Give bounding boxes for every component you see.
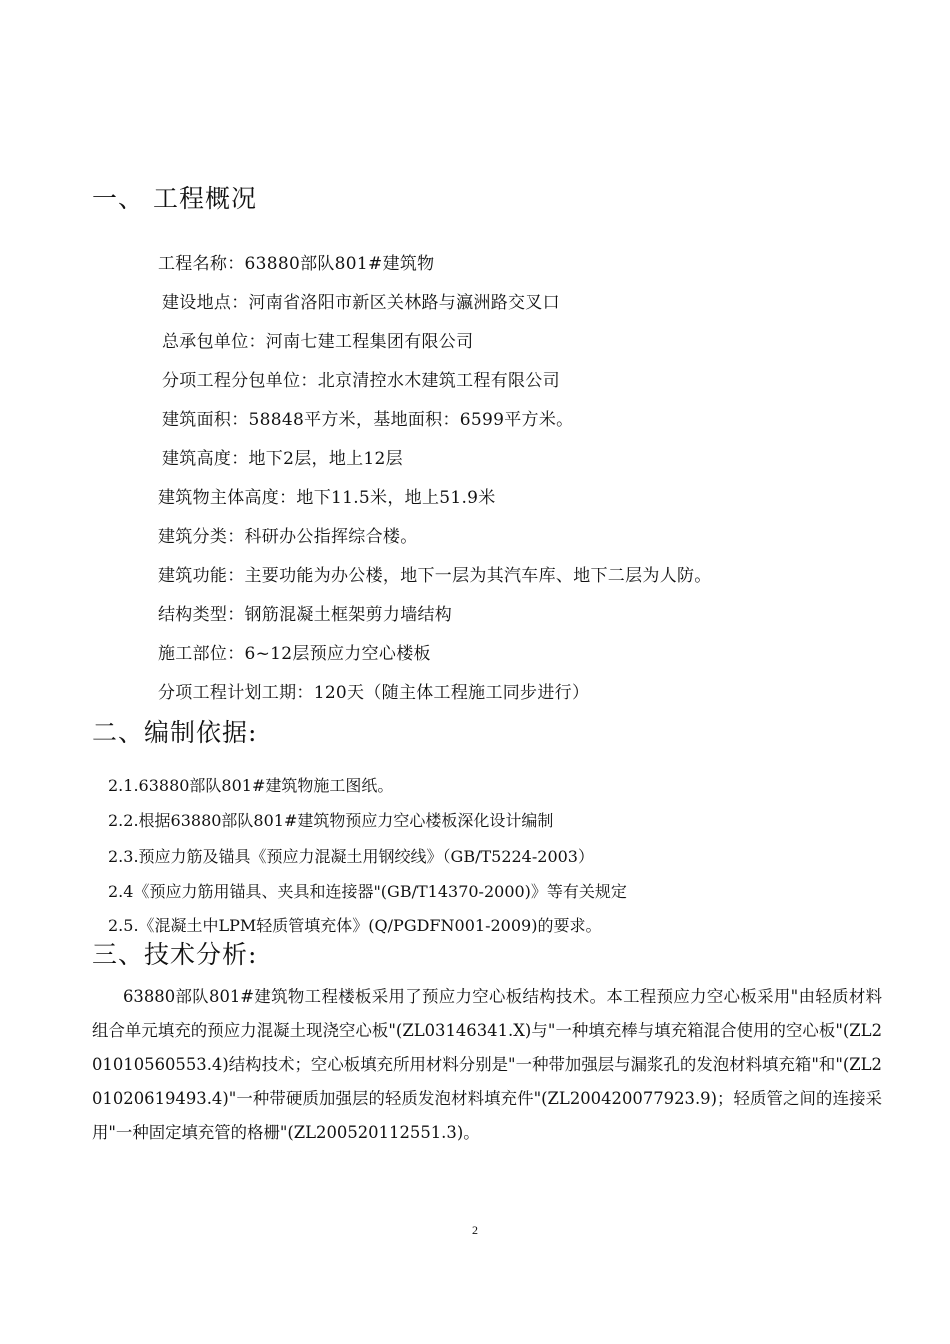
basis-item-5: 2.5.《混凝土中LPM轻质管填充体》(Q/PGDFN001-2009)的要求。 [108, 916, 602, 935]
analysis-paragraph: 63880部队801#建筑物工程楼板采用了预应力空心板结构技术。本工程预应力空心板采用"由轻质材料组合单元填充的预应力混凝土现浇空心板"(ZL03146341.X)与"一种填充棒与填充箱混合使用的空心板"(ZL201010560553.4)结构技术；空心板填充所用材料分别是"一种带加强层与漏浆孔的发泡材料填充箱"和"(ZL201020619493.4)"一种带硬质加强层的轻质发泡材料填充件"(ZL200420077923.9)；轻质管之间的连接采用"一种固定填充管的格栅"(ZL200520112551.3)。 [92, 987, 882, 1142]
overview-line-general-contractor: 总承包单位：河南七建工程集团有限公司 [162, 332, 474, 352]
overview-line-main-height: 建筑物主体高度：地下11.5米，地上51.9米 [158, 488, 496, 508]
section-heading-analysis: 三、技术分析: [92, 940, 258, 969]
basis-item-4: 2.4《预应力筋用锚具、夹具和连接器"(GB/T14370-2000)》等有关规定 [108, 882, 627, 901]
overview-line-height: 建筑高度：地下2层，地上12层 [162, 449, 403, 469]
overview-line-function: 建筑功能：主要功能为办公楼，地下一层为其汽车库、地下二层为人防。 [158, 566, 712, 586]
page-number: 2 [472, 1223, 478, 1237]
overview-line-subcontractor: 分项工程分包单位：北京清控水木建筑工程有限公司 [162, 371, 560, 391]
overview-line-location: 建设地点：河南省洛阳市新区关林路与瀛洲路交叉口 [162, 293, 560, 313]
basis-item-3: 2.3.预应力筋及锚具《预应力混凝土用钢绞线》（GB/T5224-2003） [108, 847, 594, 866]
overview-line-construction-part: 施工部位：6~12层预应力空心楼板 [158, 644, 431, 664]
overview-line-structure-type: 结构类型：钢筋混凝土框架剪力墙结构 [158, 605, 453, 625]
overview-line-project-name: 工程名称：63880部队801#建筑物 [158, 254, 435, 274]
basis-item-1: 2.1.63880部队801#建筑物施工图纸。 [108, 776, 394, 795]
section-heading-overview: 一、 工程概况 [92, 184, 257, 213]
overview-line-classification: 建筑分类：科研办公指挥综合楼。 [158, 527, 418, 547]
overview-line-schedule: 分项工程计划工期：120天（随主体工程施工同步进行） [158, 683, 590, 703]
section-heading-basis: 二、编制依据: [92, 718, 258, 747]
overview-line-area: 建筑面积：58848平方米，基地面积：6599平方米。 [162, 410, 574, 430]
basis-item-2: 2.2.根据63880部队801#建筑物预应力空心楼板深化设计编制 [108, 811, 554, 830]
